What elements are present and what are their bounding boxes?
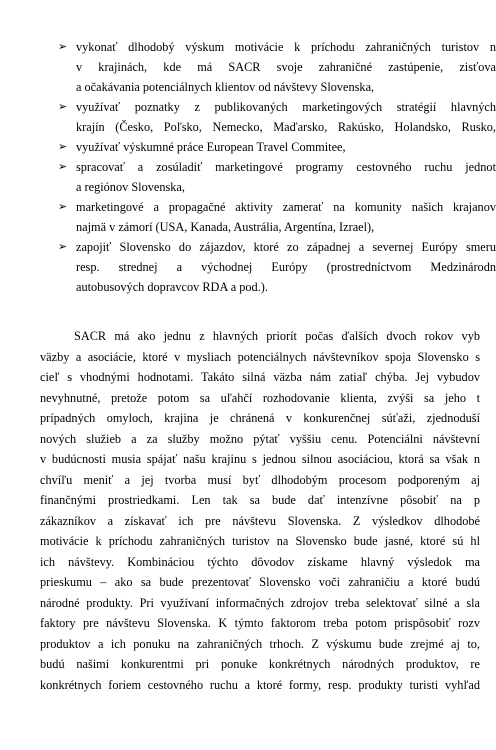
paragraph-line: budú našimi konkurentmi pri ponuke konkrétnych národných produktov, re bbox=[40, 657, 480, 671]
list-item bbox=[58, 237, 496, 297]
list-item bbox=[58, 157, 496, 197]
bullet-line: krajín (Česko, Poľsko, Nemecko, Maďarsko, Rakúsko, Holandsko, Rusko, bbox=[76, 120, 496, 134]
paragraph-line: nových služieb a za služby možno pýtať vyššiu cenu. Potenciálni návštevní bbox=[40, 431, 480, 446]
arrow-bullet-icon: ➢ bbox=[58, 41, 68, 53]
bullet-line: spracovať a zosúladiť marketingové programy cestovného ruchu jednot bbox=[76, 160, 496, 174]
arrow-bullet-icon: ➢ bbox=[58, 101, 68, 113]
arrow-bullet-icon: ➢ bbox=[58, 201, 68, 213]
paragraph-line: produktov a ich ponuku na zahraničných trhoch. Z výskumu bude zrejmé aj to, bbox=[40, 636, 480, 651]
bullet-line: vykonať dlhodobý výskum motivácie k príchodu zahraničných turistov n bbox=[76, 40, 496, 54]
paragraph-line: národné produkty. Pri využívaní informačných zdrojov treba selektovať silné a sla bbox=[40, 595, 480, 610]
paragraph-line: finančnými prostriedkami. Len tak sa bude dať intenzívne pôsobiť na p bbox=[40, 493, 480, 507]
arrow-bullet-icon: ➢ bbox=[58, 241, 68, 253]
paragraph-line: zákazníkov a získavať ich pre návštevu Slovenska. Z výsledkov dlhodobé bbox=[40, 513, 480, 528]
body-paragraph bbox=[40, 326, 480, 695]
paragraph-line: prípadných omyloch, krajina je chránená v konkurenčnej súťaži, zjednoduší bbox=[40, 411, 480, 425]
bullet-line: resp. strednej a východnej Európy (prostredníctvom Medzinárodn bbox=[76, 260, 496, 274]
paragraph-line: v budúcnosti musia spájať našu krajinu s jednou silnou asociáciou, ktorá sa však n bbox=[40, 452, 480, 466]
bullet-line: najmä v zámorí (USA, Kanada, Austrália, Argentína, Izrael), bbox=[76, 220, 375, 234]
paragraph-line: ich návštevy. Kombináciou týchto dôvodov získame hlavný výsledok ma bbox=[40, 554, 480, 569]
bullet-line: využívať výskumné práce European Travel Commitee, bbox=[76, 140, 346, 154]
bullet-line: zapojiť Slovensko do zájazdov, ktoré zo západnej a severnej Európy smeru bbox=[76, 240, 496, 254]
list-item bbox=[58, 137, 478, 157]
bullet-line: a regiónov Slovenska, bbox=[76, 180, 185, 194]
paragraph-line: motivácie k príchodu zahraničných turistov na Slovensko bude jasné, ktoré sú hl bbox=[40, 534, 480, 548]
list-item bbox=[58, 197, 496, 237]
bullet-line: autobusových dopravcov RDA a pod.). bbox=[76, 280, 268, 294]
paragraph-line: faktory pre návštevu Slovenska. K týmto faktorom treba potom prispôsobiť rozv bbox=[40, 616, 480, 630]
paragraph-line: chvíľu meniť a jej tvorba musí byť dlhodobým procesom podporeným aj bbox=[40, 472, 480, 487]
paragraph-line: cieľ s vhodnými hodnotami. Takáto silná väzba nám zatiaľ chýba. Jej vybudov bbox=[40, 370, 480, 384]
list-item bbox=[58, 97, 496, 137]
bullet-list bbox=[58, 37, 496, 297]
bullet-line: v krajinách, kde má SACR svoje zahraničné zastúpenie, zisťova bbox=[76, 60, 496, 74]
paragraph-line: nevyhnutné, pretože potom sa uľahčí rozhodovanie klienta, zvýši sa jeho t bbox=[40, 390, 480, 405]
paragraph-line: konkrétnych foriem cestovného ruchu a ktoré formy, resp. produkty turisti vyhľad bbox=[40, 677, 480, 692]
paragraph-line: väzby a asociácie, ktoré v mysliach potenciálnych návštevníkov spoja Slovensko s bbox=[40, 349, 480, 364]
list-item bbox=[58, 37, 496, 97]
paragraph-line: prieskumu – ako sa bude prezentovať Slovensko voči zahraničiu a ktoré budú bbox=[40, 575, 480, 589]
bullet-line: marketingové a propagačné aktivity zamerať na komunity našich krajanov bbox=[76, 200, 496, 214]
arrow-bullet-icon: ➢ bbox=[58, 161, 68, 173]
paragraph-line: SACR má ako jednu z hlavných priorít počas ďalších dvoch rokov vyb bbox=[74, 329, 480, 343]
bullet-line: a očakávania potenciálnych klientov od návštevy Slovenska, bbox=[76, 80, 375, 94]
arrow-bullet-icon: ➢ bbox=[58, 141, 68, 153]
bullet-line: využívať poznatky z publikovaných marketingových stratégií hlavných bbox=[76, 100, 496, 114]
